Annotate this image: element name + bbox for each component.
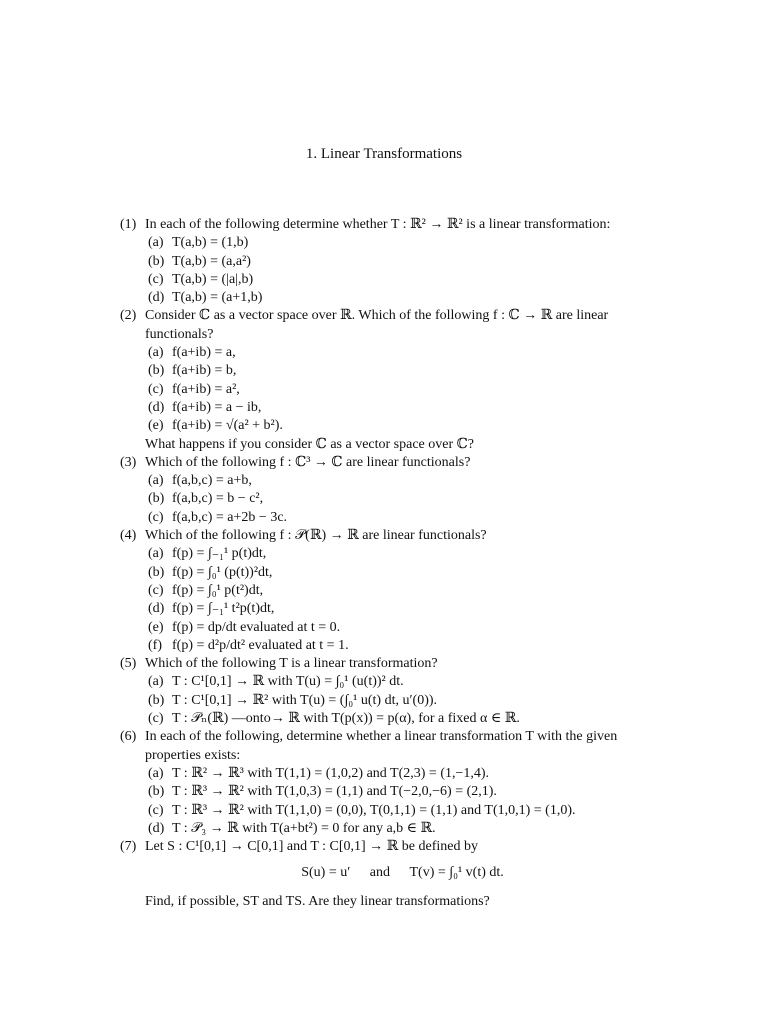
problem-text: Which of the following f : ℂ³ → ℂ are linear functionals? — [145, 454, 471, 470]
list-item: (b) f(a,b,c) = b − c², — [148, 491, 264, 507]
problem-text: Let S : C¹[0,1] → C[0,1] and T : C[0,1] → ℝ be defined by — [145, 839, 478, 855]
problem-6 — [120, 728, 660, 838]
list-item: (d) T(a,b) = (a+1,b) — [148, 290, 263, 306]
list-item: (a) f(p) = ∫₋₁¹ p(t)dt, — [148, 546, 267, 562]
list-item: (a) T : ℝ² → ℝ³ with T(1,1) = (1,0,2) and T(2,3) = (1,−1,4). — [148, 765, 490, 781]
list-item: (b) T : C¹[0,1] → ℝ² with T(u) = (∫₀¹ u(t) dt, u′(0)). — [148, 692, 438, 708]
formula-t: T(v) = ∫₀¹ v(t) dt. — [409, 865, 504, 881]
list-item: (d) f(p) = ∫₋₁¹ t²p(t)dt, — [148, 601, 275, 617]
problem-3 — [120, 454, 660, 527]
problem-list — [120, 216, 660, 911]
page-title: 1. Linear Transformations — [305, 146, 463, 162]
problem-4 — [120, 527, 660, 655]
list-item: (e) f(a+ib) = √(a² + b²). — [148, 418, 283, 434]
problem-2 — [120, 307, 660, 453]
list-item: (d) f(a+ib) = a − ib, — [148, 399, 262, 415]
problem-text: Consider ℂ as a vector space over ℝ. Which of the following f : ℂ → ℝ are linear functionals? — [145, 308, 609, 342]
problem-number: (1) — [120, 217, 137, 232]
problem-number: (2) — [120, 308, 137, 324]
problem-7 — [120, 838, 660, 911]
problem-number: (5) — [120, 656, 137, 672]
list-item: (c) f(a+ib) = a², — [148, 381, 240, 397]
problem-text: In each of the following, determine whether a linear transformation T with the given properties exists: — [145, 729, 618, 763]
problem-number: (3) — [120, 454, 137, 470]
problem-number: (4) — [120, 528, 137, 544]
problem-note: What happens if you consider ℂ as a vector space over ℂ? — [145, 436, 474, 452]
list-item: (b) f(a+ib) = b, — [148, 363, 237, 379]
problem-number: (6) — [120, 729, 137, 745]
problem-number: (7) — [120, 839, 137, 855]
problem-5 — [120, 655, 660, 728]
list-item: (b) f(p) = ∫₀¹ (p(t))²dt, — [148, 564, 273, 580]
list-item: (c) T(a,b) = (|a|,b) — [148, 271, 254, 287]
list-item: (a) T(a,b) = (1,b) — [148, 235, 249, 251]
list-item: (b) T : ℝ³ → ℝ² with T(1,0,3) = (1,1) and T(−2,0,−6) = (2,1). — [148, 784, 497, 800]
list-item: (c) f(a,b,c) = a+2b − 3c. — [148, 509, 288, 525]
problem-1 — [120, 216, 660, 307]
problem-text: In each of the following determine whether T : ℝ² → ℝ² is a linear transformation: — [145, 217, 611, 232]
list-item: (a) T : C¹[0,1] → ℝ with T(u) = ∫₀¹ (u(t))² dt. — [148, 674, 404, 690]
list-item: (a) f(a+ib) = a, — [148, 345, 236, 361]
formula-s: S(u) = u′ — [301, 865, 351, 881]
problem-question: Find, if possible, ST and TS. Are they linear transformations? — [145, 893, 490, 909]
list-item: (c) T : ℝ³ → ℝ² with T(1,1,0) = (0,0), T(0,1,1) = (1,1) and T(1,0,1) = (1,0). — [148, 802, 576, 818]
list-item: (e) f(p) = dp/dt evaluated at t = 0. — [148, 619, 341, 635]
list-item: (f) f(p) = d²p/dt² evaluated at t = 1. — [148, 637, 349, 653]
list-item: (b) T(a,b) = (a,a²) — [148, 253, 251, 269]
problem-text: Which of the following f : 𝒫(ℝ) → ℝ are linear functionals? — [145, 528, 487, 544]
list-item: (d) T : 𝒫₃ → ℝ with T(a+bt²) = 0 for any a,b ∈ ℝ. — [148, 820, 436, 836]
problem-text: Which of the following T is a linear transformation? — [145, 656, 438, 672]
list-item: (c) T : 𝒫ₙ(ℝ) —onto→ ℝ with T(p(x)) = p(α), for a fixed α ∈ ℝ. — [148, 711, 520, 727]
list-item: (a) f(a,b,c) = a+b, — [148, 473, 252, 489]
list-item: (c) f(p) = ∫₀¹ p(t²)dt, — [148, 582, 264, 598]
formula-and: and — [369, 865, 390, 881]
display-formula — [145, 856, 660, 892]
